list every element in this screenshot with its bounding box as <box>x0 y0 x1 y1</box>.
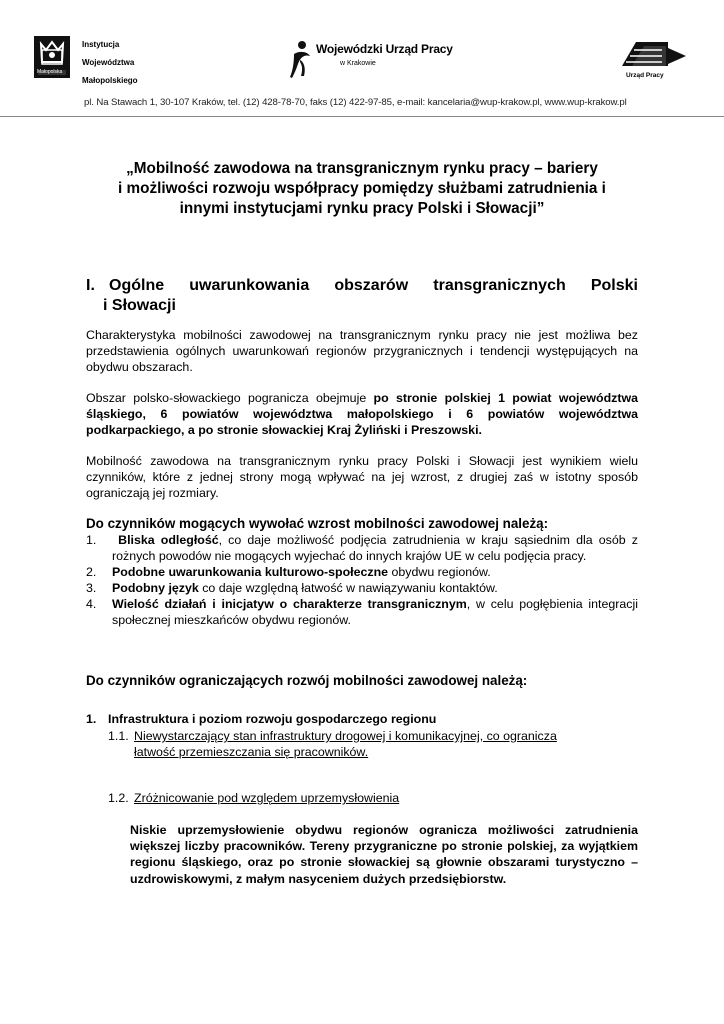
list-number: 1. <box>86 712 97 726</box>
list-item <box>86 532 638 564</box>
urzad-pracy-label: Urząd Pracy <box>626 72 664 79</box>
heading-line-2: i Słowacji <box>103 297 176 314</box>
paragraph-mobility: Mobilność zawodowa na transgranicznym rynku pracy Polski i Słowacji jest wynikiem wielu czynników, które z jednej strony mogą wpływać na jej wzrost, z drugiej zaś w istotny sposób ograniczają jej rozmiary. <box>86 454 638 501</box>
list-item-bold: Wielość działań i inicjatyw o charakterze transgranicznym <box>112 597 467 611</box>
urzad-pracy-logo <box>618 36 690 86</box>
list-item <box>86 580 638 596</box>
paragraph-characteristics: Charakterystyka mobilności zawodowej na transgranicznym rynku pracy nie jest możliwa bez przedstawienia ogólnych uwarunkowań regionów przygranicznych i tendencji występujących na obydwu obszarach. <box>86 328 638 375</box>
malopolska-logo-label: Małopolska <box>37 69 63 75</box>
list-item-text: co daje względną łatwość w nawiązywaniu kontaktów. <box>198 581 498 595</box>
heading-word: Ogólne <box>109 277 165 294</box>
list-item-bold: Podobne uwarunkowania kulturowo-społeczne <box>112 565 389 579</box>
contact-line: pl. Na Stawach 1, 30-107 Kraków, tel. (12) 428-78-70, faks (12) 422-97-85, e-mail: kancelaria@wup-krakow.pl, www.wup-krakow.pl <box>84 97 627 108</box>
limiting-factors-heading: Do czynników ograniczających rozwój mobilności zawodowej należą: <box>86 673 528 688</box>
institution-line-3: Małopolskiego <box>82 76 138 85</box>
wup-city: w Krakowie <box>340 60 376 67</box>
title-line: i możliwości rozwoju współpracy pomiędzy służbami zatrudnienia i <box>118 180 606 197</box>
title-line: „Mobilność zawodowa na transgranicznym rynku pracy – bariery <box>126 160 598 177</box>
limit-item-label: Zróżnicowanie pod względem uprzemysłowienia <box>134 791 400 805</box>
wup-name: Wojewódzki Urząd Pracy <box>316 42 453 56</box>
heading-word: transgranicznych <box>433 277 566 294</box>
growth-factors-list <box>86 532 638 628</box>
list-item-text: , w celu pogłębienia integracji społecznej mieszkańców obydwu regionów. <box>112 597 638 627</box>
limit-item-1-1 <box>108 728 557 760</box>
heading-word: Polski <box>590 277 638 294</box>
limit-item-text-line-2: łatwość przemieszczania się pracowników. <box>134 745 369 759</box>
heading-word: uwarunkowania <box>189 277 310 294</box>
stacked-arrows-icon <box>618 36 690 72</box>
title-line: innymi instytucjami rynku pracy Polski i Słowacji” <box>179 200 545 217</box>
section-number: I. <box>86 277 95 294</box>
paragraph-border-area <box>86 390 638 439</box>
paragraph-industrialization: Niskie uprzemysłowienie obydwu regionów ogranicza możliwości zatrudnienia większej liczby pracowników. Tereny przygraniczne po stronie polskiej, za wyjątkiem regionu śląskiego, oraz po stronie słowackiej są głownie obszarami turystyczno – uzdrowiskowymi, z małym nasyceniem dużych przedsiębiorstw. <box>130 823 638 886</box>
institution-line-2: Województwa <box>82 58 135 67</box>
list-item-bold: Podobny język <box>112 581 199 595</box>
list-number: 1.2. <box>108 791 129 805</box>
growth-factors-heading: Do czynników mogących wywołać wzrost mobilności zawodowej należą: <box>86 516 549 531</box>
list-number: 4. <box>86 597 97 611</box>
person-figure-icon <box>288 40 314 80</box>
list-number: 1. <box>86 533 97 547</box>
malopolska-emblem-icon <box>34 36 70 78</box>
list-item-text: , co daje możliwość podjęcia zatrudnienia w kraju sąsiednim dla osób z rożnych powodów nie mogących wyjechać do innych krajów UE w celu podjęcia pracy. <box>112 533 638 563</box>
paragraph-text: Obszar polsko-słowackiego pogranicza obejmuje <box>86 391 374 405</box>
list-item <box>86 596 638 628</box>
list-number: 3. <box>86 581 97 595</box>
limit-item-text: Niewystarczający stan infrastruktury drogowej i komunikacyjnej, co ogranicza <box>134 729 557 743</box>
list-item <box>86 564 638 580</box>
wup-krakow-logo <box>288 40 518 80</box>
list-number: 2. <box>86 565 97 579</box>
paragraph-bold-text: po stronie polskiej 1 powiat województwa śląskiego, 6 powiatów województwa małopolskiego i 6 powiatów województwa podkarpackiego, a po stronie słowackiej Kraj Żyliński i Preszowski. <box>86 391 639 438</box>
list-number: 1.1. <box>108 729 129 743</box>
heading-word: obszarów <box>334 277 409 294</box>
limit-item-1 <box>86 712 436 726</box>
limit-item-1-2 <box>108 791 399 805</box>
letterhead <box>0 0 724 120</box>
limit-item-label: Infrastruktura i poziom rozwoju gospodarczego regionu <box>108 712 437 726</box>
list-item-bold: Bliska odległość <box>118 533 219 547</box>
header-divider <box>0 116 724 117</box>
institution-line-1: Instytucja <box>82 40 120 49</box>
document-title <box>60 159 664 219</box>
malopolska-institution-logo <box>34 36 138 85</box>
list-item-text: obydwu regionów. <box>388 565 491 579</box>
